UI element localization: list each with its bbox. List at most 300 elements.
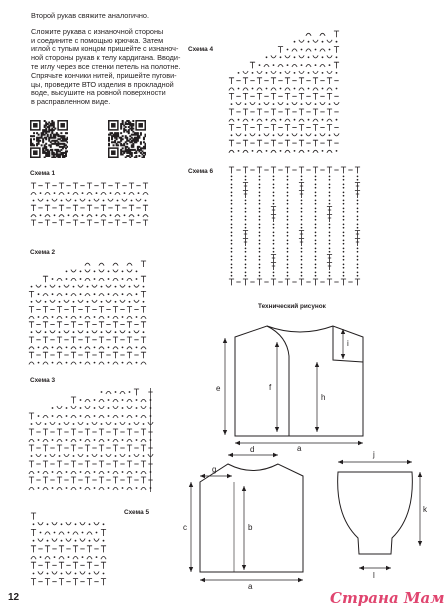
stitch-chain-symbol xyxy=(66,487,68,489)
stitch-chain-symbol xyxy=(143,423,145,425)
stitch-chain-arc-symbol xyxy=(141,487,146,490)
stitch-chain-symbol xyxy=(280,119,282,121)
stitch-chain-arc-symbol xyxy=(43,439,48,442)
stitch-chain-symbol xyxy=(294,56,296,58)
stitch-chain-arc-symbol xyxy=(264,64,269,66)
stitch-double-crochet-symbol xyxy=(73,546,78,553)
stitch-chain-arc-symbol xyxy=(320,49,325,51)
stitch-chain-symbol xyxy=(108,362,110,364)
stitch-double-crochet-symbol xyxy=(85,461,90,467)
stitch-double-crochet-symbol xyxy=(71,307,76,313)
stitch-chain-symbol xyxy=(336,56,338,58)
stitch-double-crochet-symbol xyxy=(299,109,304,115)
stitch-slip-symbol xyxy=(273,248,275,253)
stitch-double-crochet-symbol xyxy=(99,429,104,435)
stitch-treble-crochet-symbol xyxy=(327,255,332,263)
dimension-a-label: a xyxy=(297,444,302,453)
stitch-slip-symbol xyxy=(231,184,233,189)
stitch-chain-symbol xyxy=(336,72,338,74)
stitch-arch-symbol xyxy=(299,55,304,57)
stitch-arch-symbol xyxy=(94,199,99,201)
stitch-arch-symbol xyxy=(120,330,125,332)
stitch-double-crochet-symbol xyxy=(113,352,118,358)
stitch-chain-arc-symbol xyxy=(29,439,34,442)
stitch-double-crochet-symbol xyxy=(43,429,48,435)
stitch-double-crochet-symbol xyxy=(327,279,332,285)
stitch-arch-symbol xyxy=(257,71,262,73)
stitch-double-crochet-symbol xyxy=(250,62,255,68)
stitch-arch-symbol xyxy=(50,300,55,302)
stitch-double-crochet-symbol xyxy=(59,562,64,569)
stitch-chain-arc-symbol xyxy=(285,88,290,90)
scheme-6-title: Схема 6 xyxy=(188,168,214,175)
stitch-arch-symbol xyxy=(36,330,41,332)
stitch-chain-symbol xyxy=(252,119,254,121)
stitch-double-crochet-symbol xyxy=(31,513,36,520)
stitch-chain-symbol xyxy=(96,556,98,558)
stitch-chain-arc-symbol xyxy=(59,532,64,535)
stitch-slip-symbol xyxy=(287,248,289,253)
stitch-double-crochet-symbol xyxy=(134,389,139,395)
stitch-treble-crochet-symbol xyxy=(243,191,248,199)
stitch-slip-symbol xyxy=(287,232,289,237)
stitch-chain-symbol xyxy=(308,119,310,121)
stitch-chain-arc-symbol xyxy=(115,215,120,217)
stitch-arch-symbol xyxy=(285,55,290,57)
stitch-double-crochet-symbol xyxy=(73,205,78,211)
stitch-slip-symbol xyxy=(301,208,303,213)
stitch-slip-symbol xyxy=(259,232,261,237)
stitch-slip-symbol xyxy=(231,192,233,197)
scheme-4-chart xyxy=(228,30,340,155)
stitch-chain-symbol xyxy=(94,270,96,272)
stitch-double-crochet-symbol xyxy=(127,477,132,483)
stitch-chain-symbol xyxy=(87,331,89,333)
stitch-double-crochet-symbol xyxy=(99,445,104,451)
stitch-double-crochet-symbol xyxy=(71,397,76,403)
stitch-chain-symbol xyxy=(52,407,54,409)
stitch-chain-arc-symbol xyxy=(292,49,297,51)
stitch-chain-symbol xyxy=(122,270,124,272)
stitch-chain-arc-symbol xyxy=(57,278,62,280)
stitch-double-crochet-symbol xyxy=(285,93,290,99)
stitch-arch-symbol xyxy=(127,406,132,409)
stitch-slip-symbol xyxy=(259,256,261,261)
stitch-slip-symbol xyxy=(315,184,317,189)
stitch-slip-symbol xyxy=(357,208,359,213)
stitch-slip-symbol xyxy=(343,192,345,197)
stitch-double-crochet-symbol xyxy=(243,140,248,146)
stitch-chain-arc-symbol xyxy=(113,316,118,318)
stitch-double-crochet-symbol xyxy=(57,445,62,451)
stitch-chain-symbol xyxy=(38,346,40,348)
stitch-slip-symbol xyxy=(301,272,303,277)
stitch-chain-arc-symbol xyxy=(85,362,90,364)
stitch-arch-symbol xyxy=(299,71,304,73)
stitch-treble-crochet-symbol xyxy=(355,231,360,239)
stitch-double-crochet-symbol xyxy=(29,429,34,435)
stitch-chain-arc-symbol xyxy=(320,64,325,66)
stitch-chain-symbol xyxy=(322,72,324,74)
stitch-double-crochet-symbol xyxy=(87,220,92,226)
stitch-chain-arc-symbol xyxy=(85,415,90,418)
stitch-chain-symbol xyxy=(68,192,70,194)
stitch-double-crochet-symbol xyxy=(29,461,34,467)
stitch-double-crochet-symbol xyxy=(57,461,62,467)
stitch-chain-arc-symbol xyxy=(57,362,62,364)
stitch-double-crochet-symbol xyxy=(43,445,48,451)
stitch-chain-symbol xyxy=(40,532,42,534)
stitch-double-crochet-symbol xyxy=(127,322,132,328)
stitch-chain-symbol xyxy=(96,192,98,194)
stitch-double-crochet-symbol xyxy=(71,322,76,328)
stitch-chain-symbol xyxy=(145,200,147,202)
stitch-treble-crochet-symbol xyxy=(299,231,304,239)
stitch-arch-symbol xyxy=(134,422,139,425)
stitch-slip-symbol xyxy=(301,200,303,205)
stitch-double-crochet-symbol xyxy=(141,337,146,343)
stitch-chain-arc-symbol xyxy=(101,192,106,194)
stitch-arch-symbol xyxy=(66,199,71,201)
stitch-arch-symbol xyxy=(106,300,111,302)
stitch-arch-symbol xyxy=(50,285,55,287)
stitch-double-crochet-symbol xyxy=(115,205,120,211)
stitch-chain-arc-symbol xyxy=(257,150,262,152)
stitch-arch-symbol xyxy=(285,71,290,73)
stitch-double-crochet-symbol xyxy=(85,445,90,451)
stitch-chain-symbol xyxy=(308,56,310,58)
stitch-treble-crochet-symbol xyxy=(271,255,276,263)
stitch-chain-symbol xyxy=(89,573,91,575)
stitch-chain-arc-symbol xyxy=(99,471,104,474)
stitch-arch-symbol xyxy=(78,454,83,457)
stitch-double-crochet-symbol xyxy=(243,167,248,173)
stitch-chain-symbol xyxy=(40,192,42,194)
stitch-chain-arc-symbol xyxy=(113,439,118,442)
stitch-chain-arc-symbol xyxy=(85,347,90,349)
body-technical-drawing xyxy=(205,312,405,452)
stitch-chain-arc-symbol xyxy=(45,532,50,535)
stitch-arch-symbol xyxy=(243,71,248,73)
stitch-chain-symbol xyxy=(129,301,131,303)
stitch-slip-symbol xyxy=(329,240,331,245)
stitch-double-crochet-symbol xyxy=(355,167,360,173)
stitch-chain-arc-symbol xyxy=(57,471,62,474)
dimension-i-label: i xyxy=(347,339,349,348)
stitch-arch-symbol xyxy=(327,40,332,42)
stitch-chain-symbol xyxy=(329,134,331,136)
stitch-double-crochet-symbol xyxy=(257,125,262,131)
stitch-slip-symbol xyxy=(273,272,275,277)
stitch-chain-symbol xyxy=(122,346,124,348)
stitch-chain-symbol xyxy=(61,573,63,575)
stitch-treble-crochet-symbol xyxy=(243,183,248,191)
stitch-double-crochet-symbol xyxy=(101,562,106,569)
stitch-chain-symbol xyxy=(136,316,138,318)
stitch-slip-symbol xyxy=(231,200,233,205)
stitch-arch-symbol xyxy=(313,55,318,57)
stitch-chain-arc-symbol xyxy=(71,278,76,280)
stitch-double-crochet-symbol xyxy=(313,167,318,173)
stitch-slip-symbol xyxy=(245,248,247,253)
stitch-chain-arc-symbol xyxy=(29,471,34,474)
stitch-double-crochet-symbol xyxy=(327,125,332,131)
stitch-chain-arc-symbol xyxy=(257,119,262,121)
stitch-chain-symbol xyxy=(115,455,117,457)
stitch-double-crochet-symbol xyxy=(99,352,104,358)
stitch-chain-arc-symbol xyxy=(57,439,62,442)
stitch-slip-symbol xyxy=(301,176,303,181)
stitch-double-crochet-symbol xyxy=(57,322,62,328)
stitch-chain-arc-symbol xyxy=(29,316,34,318)
stitch-double-crochet-symbol xyxy=(299,93,304,99)
stitch-chain-symbol xyxy=(138,192,140,194)
stitch-chain-arc-symbol xyxy=(143,192,148,194)
stitch-slip-symbol xyxy=(259,176,261,181)
stitch-arch-symbol xyxy=(320,133,325,135)
stitch-chain-symbol xyxy=(322,88,324,90)
stitch-double-crochet-symbol xyxy=(141,322,146,328)
stitch-arch-symbol xyxy=(66,522,71,525)
stitch-double-crochet-symbol xyxy=(29,291,34,297)
stitch-chain-symbol xyxy=(80,346,82,348)
stitch-arch-symbol xyxy=(92,285,97,287)
stitch-chain-symbol xyxy=(101,455,103,457)
stitch-slip-symbol xyxy=(231,264,233,269)
stitch-double-crochet-symbol xyxy=(31,205,36,211)
stitch-double-crochet-symbol xyxy=(29,352,34,358)
stitch-slip-symbol xyxy=(287,256,289,261)
stitch-arch-symbol xyxy=(92,300,97,302)
stitch-double-crochet-symbol xyxy=(229,78,234,84)
stitch-slip-symbol xyxy=(343,240,345,245)
stitch-chain-symbol xyxy=(122,415,124,417)
stitch-chain-arc-symbol xyxy=(99,278,104,280)
stitch-double-crochet-symbol xyxy=(99,477,104,483)
stitch-chain-symbol xyxy=(108,399,110,401)
stitch-slip-symbol xyxy=(343,256,345,261)
stitch-arch-symbol xyxy=(250,133,255,135)
stitch-arch-symbol xyxy=(66,539,71,542)
stitch-chain-arc-symbol xyxy=(59,215,64,217)
stitch-chain-arc-symbol xyxy=(59,556,64,559)
stitch-chain-symbol xyxy=(238,119,240,121)
stitch-chain-arc-symbol xyxy=(141,439,146,442)
instructions-text xyxy=(31,12,226,107)
stitch-double-crochet-symbol xyxy=(299,125,304,131)
stitch-chain-symbol xyxy=(47,523,49,525)
stitch-arch-symbol xyxy=(122,199,127,201)
stitch-chain-symbol xyxy=(287,64,289,66)
stitch-chain-symbol xyxy=(80,439,82,441)
stitch-double-crochet-symbol xyxy=(59,546,64,553)
stitch-chain-symbol xyxy=(287,103,289,105)
stitch-double-crochet-symbol xyxy=(285,140,290,146)
stitch-double-crochet-symbol xyxy=(127,445,132,451)
stitch-slip-symbol xyxy=(343,224,345,229)
dimension-g-label: g xyxy=(212,465,217,474)
stitch-double-crochet-symbol xyxy=(59,205,64,211)
stitch-chain-symbol xyxy=(45,331,47,333)
stitch-slip-symbol xyxy=(273,176,275,181)
dimension-d-label: d xyxy=(250,445,255,454)
stitch-chain-arc-symbol xyxy=(113,263,118,265)
stitch-chain-arc-symbol xyxy=(31,215,36,217)
stitch-slip-symbol xyxy=(315,200,317,205)
stitch-double-crochet-symbol xyxy=(87,205,92,211)
stitch-arch-symbol xyxy=(264,102,269,104)
stitch-double-crochet-symbol xyxy=(243,78,248,84)
stitch-chain-symbol xyxy=(68,532,70,534)
stitch-chain-symbol xyxy=(129,455,131,457)
stitch-double-crochet-symbol xyxy=(355,279,360,285)
stitch-chain-symbol xyxy=(89,540,91,542)
stitch-double-crochet-symbol xyxy=(71,461,76,467)
stitch-chain-arc-symbol xyxy=(127,263,132,265)
stitch-double-crochet-symbol xyxy=(45,546,50,553)
stitch-slip-symbol xyxy=(287,200,289,205)
stitch-chain-symbol xyxy=(115,391,117,393)
stitch-double-crochet-symbol xyxy=(229,125,234,131)
stitch-double-crochet-symbol xyxy=(87,562,92,569)
stitch-chain-symbol xyxy=(52,278,54,280)
stitch-chain-symbol xyxy=(80,471,82,473)
stitch-chain-symbol xyxy=(266,88,268,90)
stitch-chain-symbol xyxy=(94,362,96,364)
stitch-chain-symbol xyxy=(315,64,317,66)
stitch-double-crochet-symbol xyxy=(243,109,248,115)
dimension-labels xyxy=(183,445,428,591)
stitch-slip-symbol xyxy=(357,224,359,229)
stitch-chain-symbol xyxy=(94,293,96,295)
dimension-arrows xyxy=(225,329,363,443)
stitch-chain-symbol xyxy=(301,49,303,51)
stitch-chain-arc-symbol xyxy=(99,415,104,418)
stitch-chain-arc-symbol xyxy=(127,362,132,364)
stitch-arch-symbol xyxy=(106,330,111,332)
stitch-chain-symbol xyxy=(38,362,40,364)
stitch-chain-symbol xyxy=(33,540,35,542)
stitch-chain-arc-symbol xyxy=(313,88,318,90)
stitch-double-crochet-symbol xyxy=(29,322,34,328)
stitch-chain-arc-symbol xyxy=(127,347,132,349)
stitch-slip-symbol xyxy=(273,232,275,237)
stitch-chain-arc-symbol xyxy=(87,215,92,217)
stitch-slip-symbol xyxy=(329,200,331,205)
stitch-chain-symbol xyxy=(87,423,89,425)
stitch-double-crochet-symbol xyxy=(327,109,332,115)
stitch-chain-arc-symbol xyxy=(43,294,48,296)
stitch-double-crochet-symbol xyxy=(43,461,48,467)
stitch-chain-arc-symbol xyxy=(127,316,132,318)
stitch-chain-symbol xyxy=(238,88,240,90)
stitch-chain-symbol xyxy=(68,214,70,216)
stitch-treble-crochet-symbol xyxy=(327,207,332,215)
stitch-slip-symbol xyxy=(315,176,317,181)
stitch-chain-symbol xyxy=(103,523,105,525)
dimension-b-label: b xyxy=(248,523,253,532)
stitch-slip-symbol xyxy=(231,216,233,221)
stitch-chain-arc-symbol xyxy=(127,471,132,474)
stitch-chain-symbol xyxy=(66,278,68,280)
stitch-double-crochet-symbol xyxy=(87,546,92,553)
stitch-double-crochet-symbol xyxy=(341,167,346,173)
stitch-chain-arc-symbol xyxy=(141,347,146,349)
stitch-double-crochet-symbol xyxy=(129,220,134,226)
stitch-treble-crochet-symbol xyxy=(271,263,276,271)
stitch-chain-arc-symbol xyxy=(85,439,90,442)
stitch-slip-symbol xyxy=(301,224,303,229)
stitch-chain-symbol xyxy=(124,214,126,216)
stitch-double-crochet-symbol xyxy=(87,183,92,189)
stitch-arch-symbol xyxy=(299,40,304,42)
stitch-arch-symbol xyxy=(85,270,90,272)
stitch-chain-symbol xyxy=(101,286,103,288)
stitch-arch-symbol xyxy=(120,454,125,457)
stitch-chain-arc-symbol xyxy=(113,294,118,296)
stitch-double-crochet-symbol xyxy=(143,183,148,189)
stitch-arch-symbol xyxy=(52,199,57,201)
stitch-double-crochet-symbol xyxy=(257,109,262,115)
instruction-line: иглой с тупым концом пришейте с изнаноч- xyxy=(31,44,179,54)
stitch-chain-symbol xyxy=(45,301,47,303)
stitch-chain-symbol xyxy=(280,72,282,74)
stitch-chain-symbol xyxy=(136,362,138,364)
stitch-chain-symbol xyxy=(61,540,63,542)
stitch-arch-symbol xyxy=(236,102,241,104)
stitch-double-crochet-symbol xyxy=(127,429,132,435)
stitch-chain-arc-symbol xyxy=(59,192,64,194)
stitch-double-crochet-symbol xyxy=(101,205,106,211)
stitch-chain-arc-symbol xyxy=(101,215,106,217)
stitch-chain-symbol xyxy=(266,56,268,58)
instruction-line: Спрячьте кончики нитей, пришейте пугови- xyxy=(31,70,177,80)
stitch-double-crochet-symbol xyxy=(29,477,34,483)
stitch-chain-arc-symbol xyxy=(313,150,318,152)
stitch-arch-symbol xyxy=(292,133,297,135)
stitch-chain-symbol xyxy=(103,540,105,542)
front-piece-outline xyxy=(200,464,303,572)
stitch-chain-symbol xyxy=(82,532,84,534)
stitch-double-crochet-symbol xyxy=(87,579,92,586)
stitch-arch-symbol xyxy=(50,330,55,332)
stitch-chain-symbol xyxy=(31,286,33,288)
stitch-chain-symbol xyxy=(31,301,33,303)
stitch-chain-symbol xyxy=(136,415,138,417)
stitch-arch-symbol xyxy=(92,422,97,425)
stitch-double-crochet-symbol xyxy=(299,167,304,173)
stitch-slip-symbol xyxy=(357,256,359,261)
stitch-arch-symbol xyxy=(106,422,111,425)
stitch-chain-symbol xyxy=(136,278,138,280)
stitch-double-crochet-symbol xyxy=(71,477,76,483)
stitch-slip-symbol xyxy=(343,208,345,213)
stitch-chain-symbol xyxy=(108,278,110,280)
stitch-arch-symbol xyxy=(134,330,139,332)
stitch-chain-symbol xyxy=(94,316,96,318)
stitch-chain-symbol xyxy=(122,439,124,441)
stitch-treble-crochet-symbol xyxy=(299,183,304,191)
stitch-arch-symbol xyxy=(52,571,57,574)
stitch-chain-symbol xyxy=(108,487,110,489)
stitch-double-crochet-symbol xyxy=(57,352,62,358)
stitch-slip-symbol xyxy=(287,272,289,277)
stitch-chain-symbol xyxy=(238,72,240,74)
stitch-arch-symbol xyxy=(334,133,339,135)
dimension-k-label: k xyxy=(423,505,427,514)
stitch-chain-symbol xyxy=(47,540,49,542)
stitch-double-crochet-symbol xyxy=(101,220,106,226)
